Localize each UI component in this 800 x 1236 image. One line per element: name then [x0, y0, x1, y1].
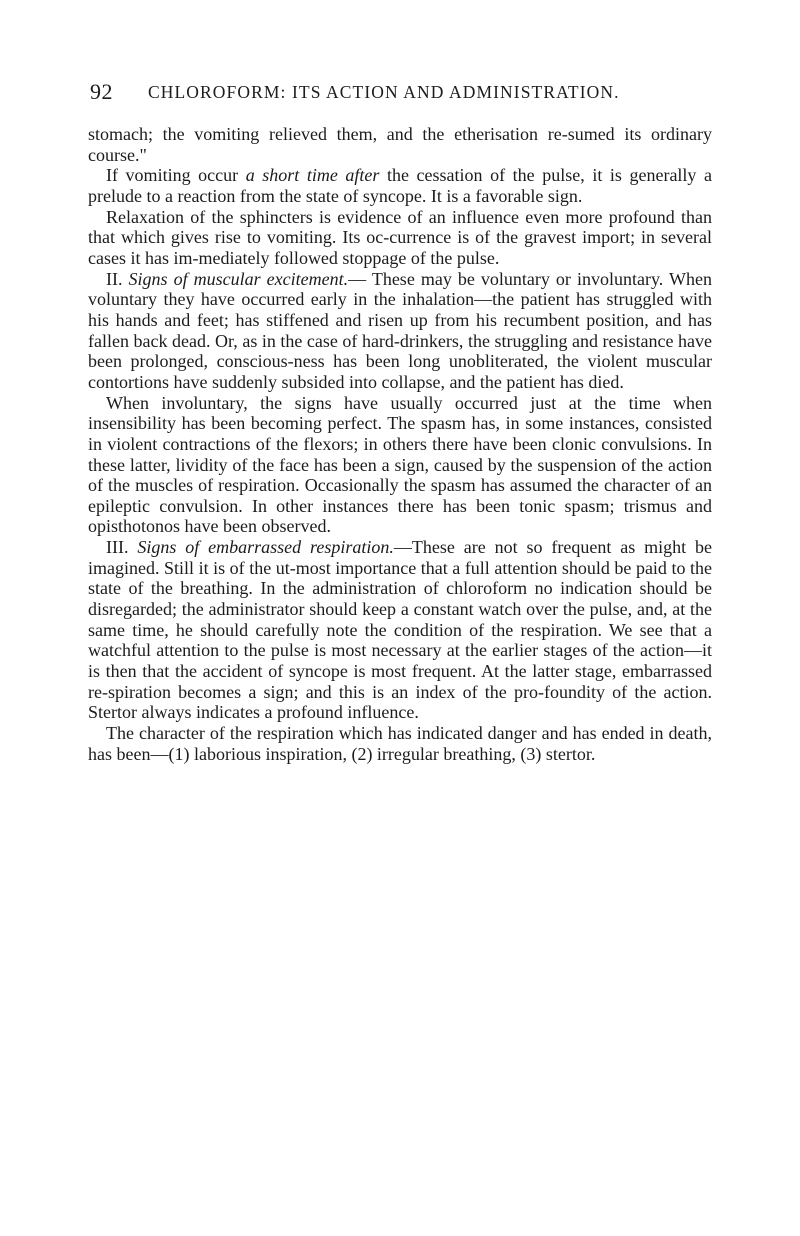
italic-phrase: a short time after: [245, 165, 380, 186]
paragraph-involuntary: When involuntary, the signs have usually occurred just at the time when insensibility has been becoming perfect. The spasm has, in some instances, consisted in violent contractions of the flexors; in others there have been clonic convulsions. In these latter, lividity of the face has been a sign, caused by the suspension of the action of the muscles of respiration. Occasionally the spasm has assumed the character of an epileptic convulsion. In other instances there has been tonic spasm; trismus and opisthotonos have been observed.: [88, 392, 712, 537]
paragraph-respiration-character: The character of the respiration which has indicated danger and has ended in death, has been—(1) laborious inspiration, (2) irregular breathing, (3) stertor.: [88, 723, 712, 764]
paragraph-text: If vomiting occur: [106, 165, 246, 186]
paragraph-relaxation: Relaxation of the sphincters is evidence of an influence even more profound than that which gives rise to vomiting. Its oc-currence is of the gravest import; in several cases it has im-mediately followed stoppage of the pulse.: [88, 206, 712, 268]
body-text: [88, 124, 712, 764]
section-number: III.: [106, 537, 138, 558]
paragraph-stomach: stomach; the vomiting relieved them, and the etherisation re-sumed its ordinary course.": [88, 124, 712, 165]
running-head: [90, 79, 710, 109]
paragraph-vomiting: [88, 165, 712, 206]
running-title: CHLOROFORM: ITS ACTION AND ADMINISTRATION.: [148, 82, 620, 102]
page-number: 92: [90, 79, 113, 104]
paragraph-muscular-excitement: [88, 269, 712, 393]
section-heading: Signs of embarrassed respiration.: [137, 537, 394, 558]
paragraph-text: —These are not so frequent as might be imagined. Still it is of the ut-most importance that a full attention should be paid to the state of the breathing. In the administration of chloroform no indication should be disregarded; the administrator should keep a constant watch over the pulse, and, at the same time, he should carefully note the condition of the respiration. We see that a watchful attention to the pulse is most necessary at the earlier stages of the action—it is then that the accident of syncope is most frequent. At the latter stage, embarrassed re-spiration becomes a sign; and this is an index of the pro-foundity of the action. Stertor always indicates a profound influence.: [88, 537, 713, 723]
section-number: II.: [106, 268, 129, 289]
paragraph-text: the cessation of the pulse, it is generally a prelude to a reaction from the state of syncope. It is a favorable sign.: [88, 165, 712, 206]
section-heading: Signs of muscular excitement.: [128, 268, 349, 289]
paragraph-embarrassed-respiration: [88, 537, 712, 723]
paragraph-text: — These may be voluntary or involuntary. When voluntary they have occurred early in the inhalation—the patient has struggled with his hands and feet; has stiffened and risen up from his recumbent position, and has fallen back dead. Or, as in the case of hard-drinkers, the struggling and resistance have been prolonged, conscious-ness has been long unobliterated, the violent muscular contortions have suddenly subsided into collapse, and the patient has died.: [88, 268, 712, 392]
